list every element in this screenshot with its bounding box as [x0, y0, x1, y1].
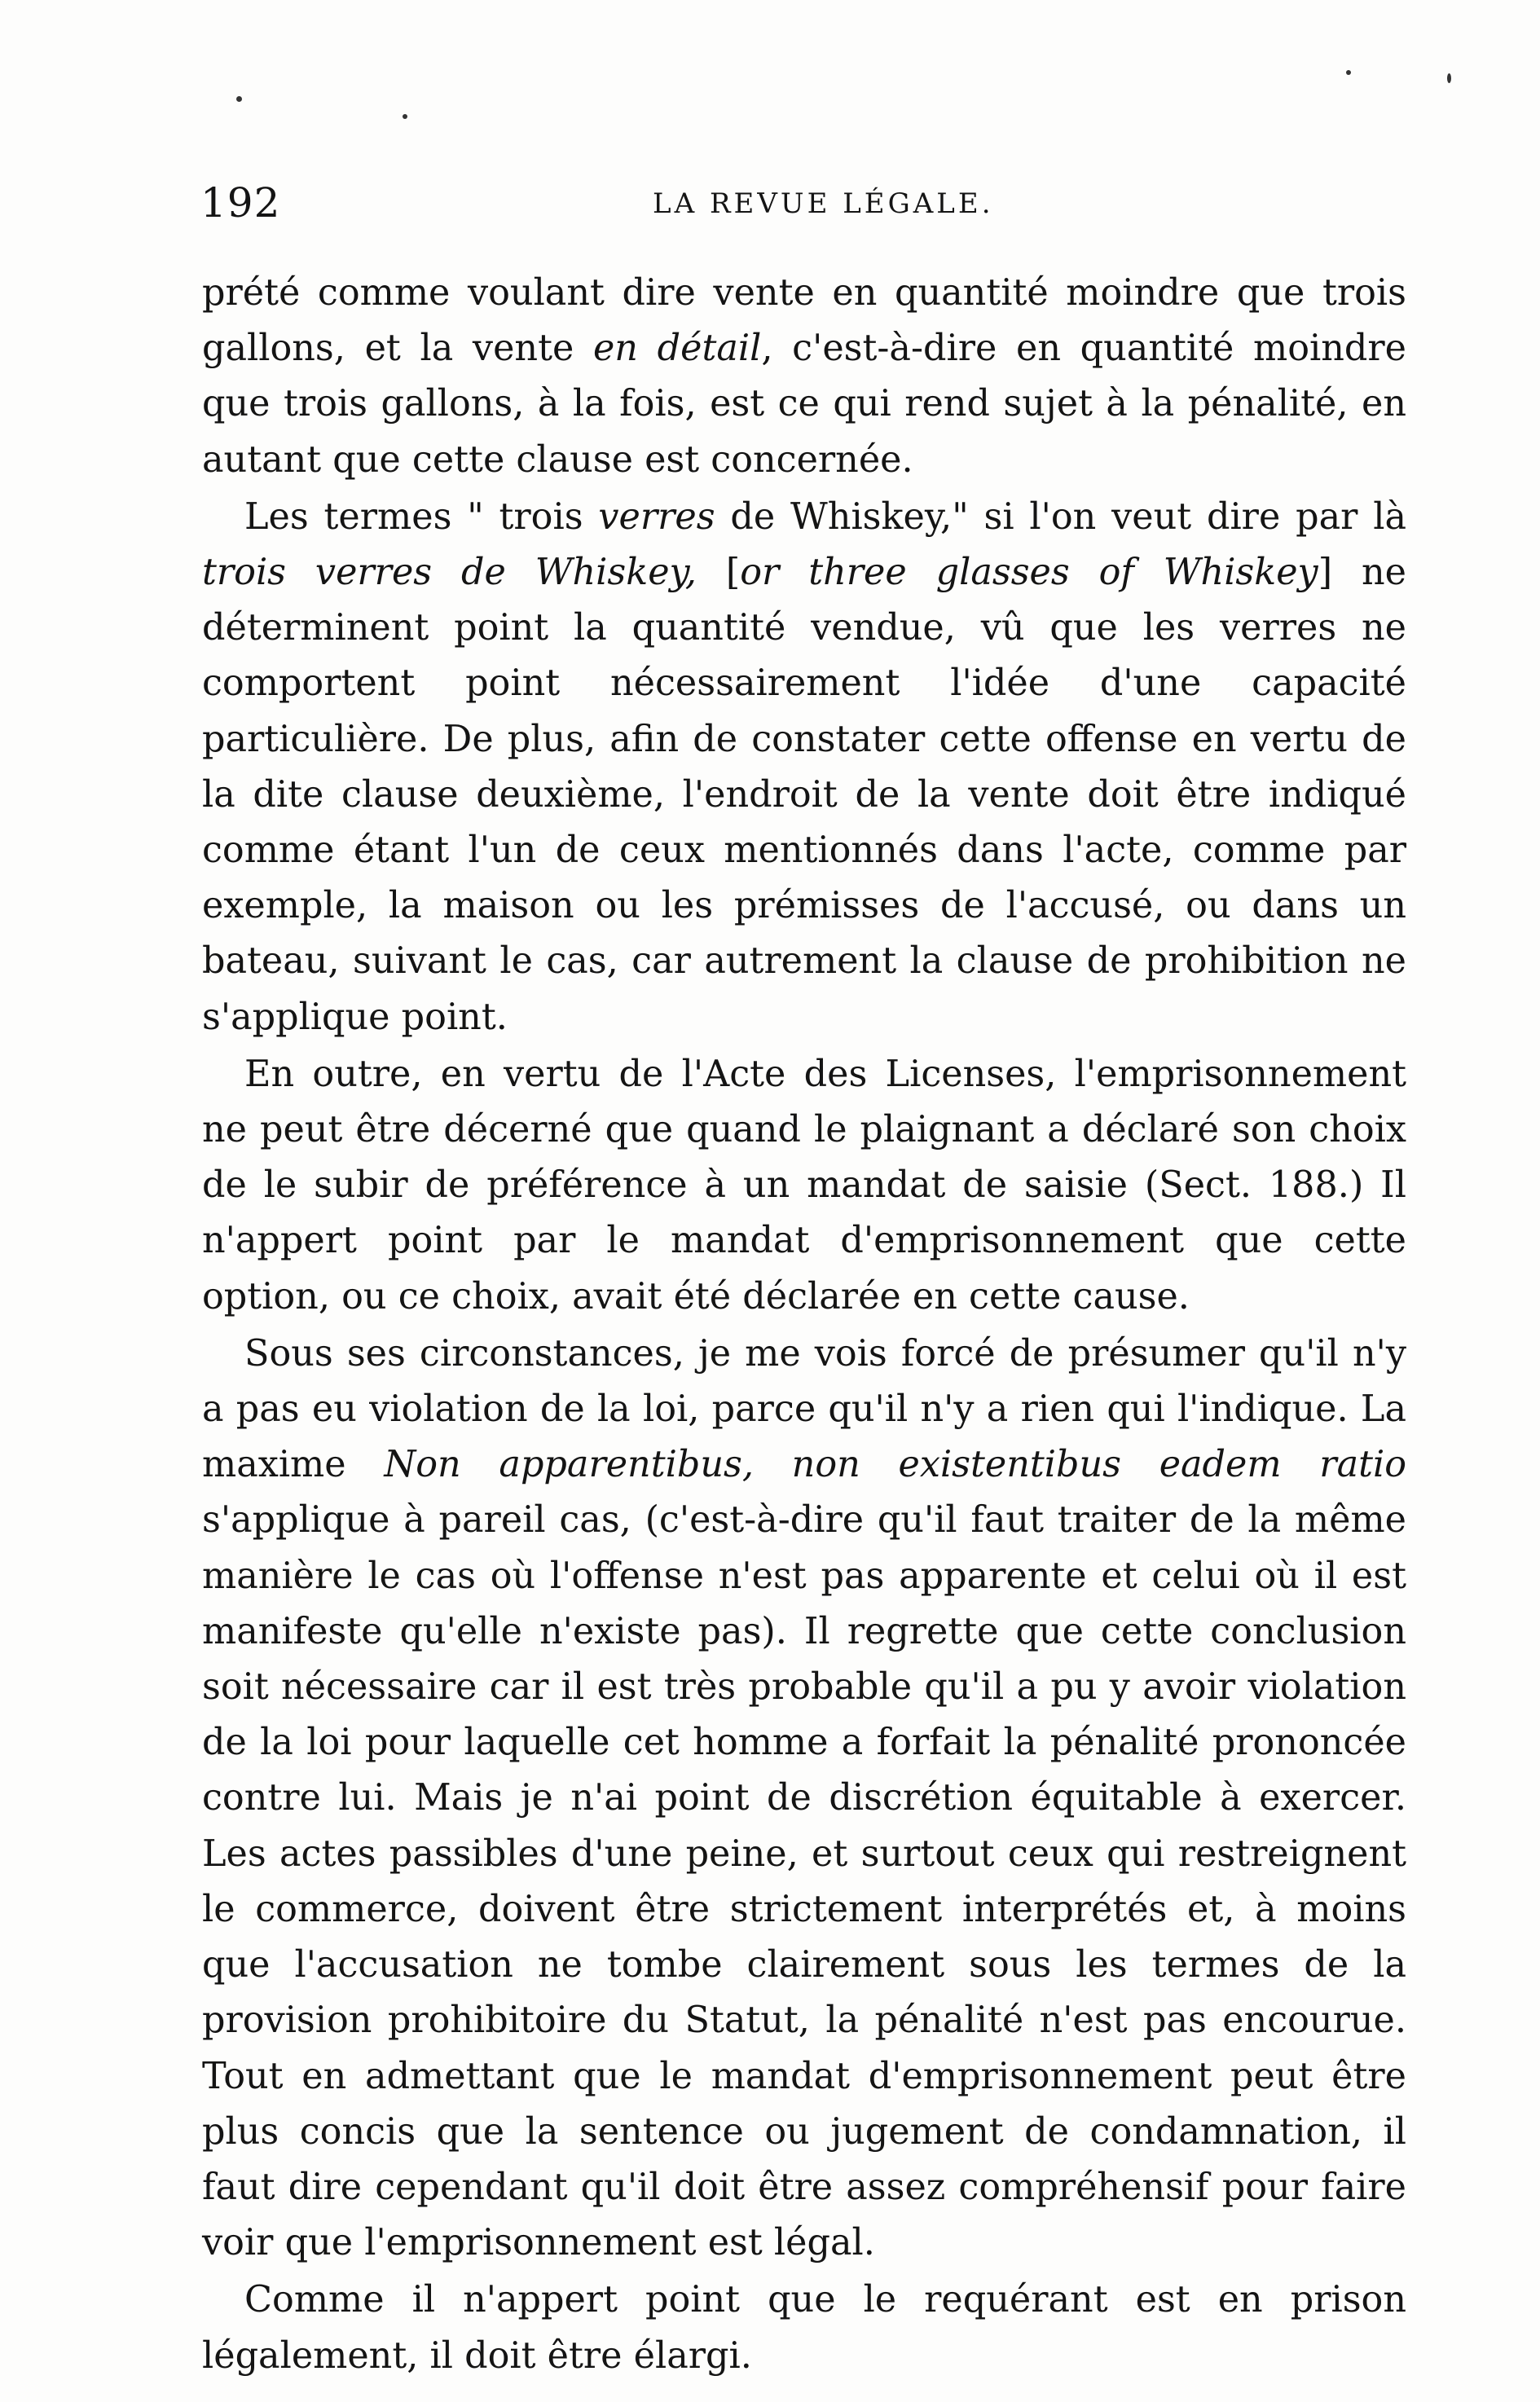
running-head: LA REVUE LÉGALE. — [653, 187, 994, 220]
ink-speck — [236, 96, 242, 102]
paragraph-1: prété comme voulant dire vente en quantité moindre que trois gallons, et la vente en détail, c'est-à-dire en quantité moindre que trois gallons, à la fois, est ce qui rend sujet à la pénalité, en autant que cette clause est concernée. — [202, 272, 1406, 481]
paragraph-4: Sous ses circonstances, je me vois forcé de présumer qu'il n'y a pas eu violation de la loi, parce qu'il n'y a rien qui l'indique. La maxime Non apparentibus, non existentibus eadem ratio s'applique à pareil cas, (c'est-à-dire qu'il faut traiter de la même manière le cas où l'offense n'est pas apparente et celui où il est manifeste qu'elle n'existe pas). Il regrette que cette conclusion soit nécessaire car il est très probable qu'il a pu y avoir violation de la loi pour laquelle cet homme a forfait la pénalité prononcée contre lui. Mais je n'ai point de discrétion équitable à exercer. Les actes passibles d'une peine, et surtout ceux qui restreignent le commerce, doivent être strictement interprétés et, à moins que l'accusation ne tombe clairement sous les termes de la provision prohibitoire du Statut, la pénalité n'est pas encourue. Tout en admettant que le mandat d'emprisonnement peut être plus concis que la sentence ou jugement de condamnation, il faut dire cependant qu'il doit être assez compréhensif pour faire voir que l'emprisonnement est légal. — [202, 1332, 1407, 2264]
page-number: 192 — [200, 179, 281, 227]
body-text — [202, 266, 1406, 2384]
ink-speck — [403, 114, 407, 119]
ink-speck — [1346, 70, 1351, 75]
paragraph-5: Comme il n'appert point que le requérant est en prison légalement, il doit être élargi. — [202, 2279, 1406, 2377]
paragraph-2: Les termes " trois verres de Whiskey," si l'on veut dire par là trois verres de Whiskey, [or three glasses of Whiskey] ne déterminent point la quantité vendue, vû que les verres ne comportent point nécessairement l'idée d'une capacité particulière. De plus, afin de constater cette offense en vertu de la dite clause deuxième, l'endroit de la vente doit être indiqué comme étant l'un de ceux mentionnés dans l'acte, comme par exemple, la maison ou les prémisses de l'accusé, ou dans un bateau, suivant le cas, car autrement la clause de prohibition ne s'applique point. — [202, 495, 1406, 1038]
page-header — [200, 174, 1406, 231]
ink-speck — [1447, 73, 1451, 83]
paragraph-3: En outre, en vertu de l'Acte des Licenses, l'emprisonnement ne peut être décerné que quand le plaignant a déclaré son choix de le subir de préférence à un mandat de saisie (Sect. 188.) Il n'appert point par le mandat d'emprisonnement que cette option, ou ce choix, avait été déclarée en cette cause. — [202, 1053, 1406, 1318]
